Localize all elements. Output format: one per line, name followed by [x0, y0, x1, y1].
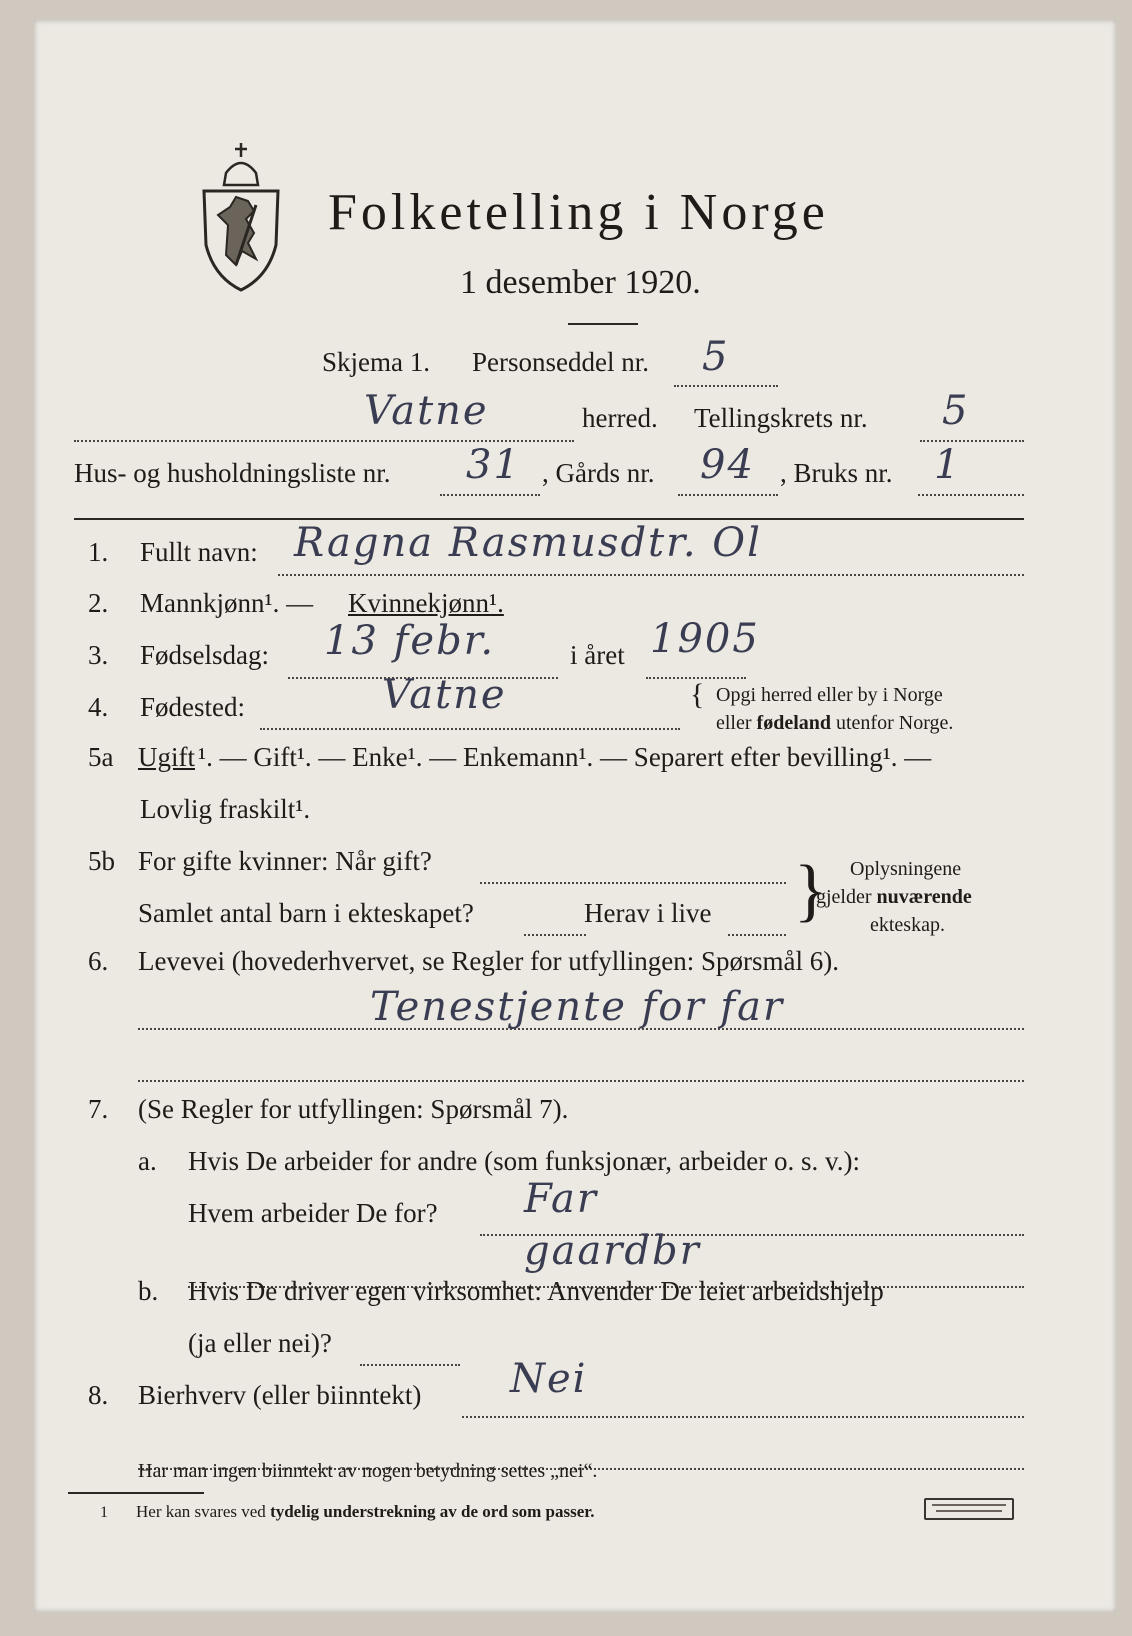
census-form-page: Folketelling i Norge 1 desember 1920. Skjema 1. Personseddel nr. 5 Vatne herred. Tellingskrets nr. 5 Hus- og husholdningsliste nr. 31 , Gårds nr. 94 , Bruks nr. 1 1. Fullt navn: Ragna Rasmusdtr. Ol 2. Mannkjønn¹. — Kvinnekjønn¹. 3. Fødselsdag: 13 febr. i året 1905 4. Fødested: Vatne { Opgi herred eller by i Norge eller fødeland utenfor Norge. 5a Ugift ¹. — Gift¹. — Enke¹. — Enkemann¹. — Separert efter bevilling¹. — Lovlig fraskilt¹. 5b For gifte kvinner: Når gift? Samlet antal barn i ekteskapet? Herav i live } Oplysningene gjelder nuværende ekteskap. 6. Levevei (hovederhvervet, se Regler for utfyllingen: Spørsmål 6). Tenestjente for far 7. (Se Regler for utfyllingen: Spørsmål 7). a. Hvis De arbeider for andre (som funksjonær, arbeider o. s. v.): Hvem arbeider De for? Far gaardbr b. Hvis De driver egen virksomhet: Anvender De leiet arbeidshjelp (ja eller nei)? 8. Bierhverv (eller biinntekt) Nei Har man ingen biinntekt av nogen betydning settes „nei“. 1 Her kan svares ved tydelig understrekning av de ord som passer. [34, 20, 1116, 1612]
q7-label: (Se Regler for utfyllingen: Spørsmål 7). [138, 1094, 569, 1124]
personseddel-label: Personseddel nr. [472, 347, 649, 377]
footnote-rule [68, 1492, 204, 1494]
q4-note-line2: eller fødeland utenfor Norge. [716, 712, 954, 734]
q7b-label: Hvis De driver egen virksomhet: Anvender De leiet arbeidshjelp [188, 1276, 884, 1306]
q7b-question: (ja eller nei)? [188, 1328, 332, 1358]
birth-date-value[interactable]: 13 febr. [324, 618, 496, 664]
q7a-question: Hvem arbeider De for? [188, 1198, 438, 1228]
bruks-label: , Bruks nr. [780, 458, 893, 488]
gards-value[interactable]: 94 [700, 442, 755, 488]
gender-female-option[interactable]: Kvinnekjønn¹. [348, 588, 504, 618]
q8-number: 8. [88, 1380, 109, 1410]
form-date: 1 desember 1920. [460, 264, 701, 301]
q6-number: 6. [88, 946, 109, 976]
civil-status-lovlig-fraskilt-option[interactable]: Lovlig fraskilt¹. [140, 794, 311, 824]
birthplace-value[interactable]: Vatne [382, 672, 507, 718]
tellingskrets-label: Tellingskrets nr. [694, 403, 868, 433]
full-name-value[interactable]: Ragna Rasmusdtr. Ol [294, 520, 762, 566]
civil-status-ugift-option[interactable]: Ugift [138, 742, 195, 772]
gender-male-option[interactable]: Mannkjønn¹. — [140, 588, 314, 618]
hus-value[interactable]: 31 [466, 442, 521, 488]
civil-status-other-options[interactable]: ¹. — Gift¹. — Enke¹. — Enkemann¹. — Separert efter bevilling¹. — [198, 742, 932, 772]
title-divider [568, 323, 638, 325]
q5b-note-line1: Oplysningene [850, 858, 962, 880]
q2-number: 2. [88, 588, 109, 618]
gards-label: , Gårds nr. [542, 458, 655, 488]
coat-of-arms-icon [196, 135, 286, 295]
q5b-children-label: Samlet antal barn i ekteskapet? [138, 898, 474, 928]
q6-label: Levevei (hovederhvervet, se Regler for utfyllingen: Spørsmål 6). [138, 946, 840, 976]
q4-note-line1: Opgi herred eller by i Norge [716, 684, 943, 706]
personseddel-number[interactable]: 5 [702, 334, 730, 380]
q3-number: 3. [88, 640, 109, 670]
q3-year-label: i året [570, 640, 625, 670]
printer-stamp [924, 1498, 1014, 1520]
herred-label: herred. [582, 403, 658, 433]
q7a-label: Hvis De arbeider for andre (som funksjonær, arbeider o. s. v.): [188, 1146, 860, 1176]
q1-number: 1. [88, 537, 109, 567]
q5b-note-line2: gjelder nuværende [816, 886, 972, 908]
side-income-value[interactable]: Nei [510, 1356, 588, 1402]
form-title: Folketelling i Norge [328, 184, 829, 241]
occupation-value[interactable]: Tenestjente for far [370, 984, 785, 1030]
employer-value-line1[interactable]: Far [524, 1176, 599, 1222]
q1-label: Fullt navn: [140, 537, 258, 567]
q7b-letter: b. [138, 1276, 159, 1306]
birth-year-value[interactable]: 1905 [650, 616, 760, 662]
q5a-number: 5a [88, 742, 114, 772]
q5b-number: 5b [88, 846, 115, 876]
q5b-when-married-label: For gifte kvinner: Når gift? [138, 846, 432, 876]
q3-label: Fødselsdag: [140, 640, 270, 670]
q7a-letter: a. [138, 1146, 157, 1176]
q5b-alive-label: Herav i live [584, 898, 712, 928]
bruks-value[interactable]: 1 [934, 442, 962, 488]
q8-label: Bierhverv (eller biinntekt) [138, 1380, 422, 1410]
q5b-note-line3: ekteskap. [870, 914, 945, 936]
q4-label: Fødested: [140, 692, 245, 722]
hus-label: Hus- og husholdningsliste nr. [74, 458, 391, 488]
q4-number: 4. [88, 692, 109, 722]
hired-help-field[interactable] [360, 1364, 460, 1366]
q7-number: 7. [88, 1094, 109, 1124]
footer-note: Har man ingen biinntekt av nogen betydning settes „nei“. [138, 1460, 598, 1482]
employer-value-line2[interactable]: gaardbr [524, 1228, 701, 1274]
herred-value[interactable]: Vatne [364, 388, 489, 434]
footnote-text: Her kan svares ved tydelig understrekning av de ord som passer. [136, 1502, 595, 1521]
tellingskrets-value[interactable]: 5 [942, 388, 970, 434]
skjema-label: Skjema 1. [322, 347, 430, 377]
footnote-marker: 1 [100, 1504, 108, 1521]
